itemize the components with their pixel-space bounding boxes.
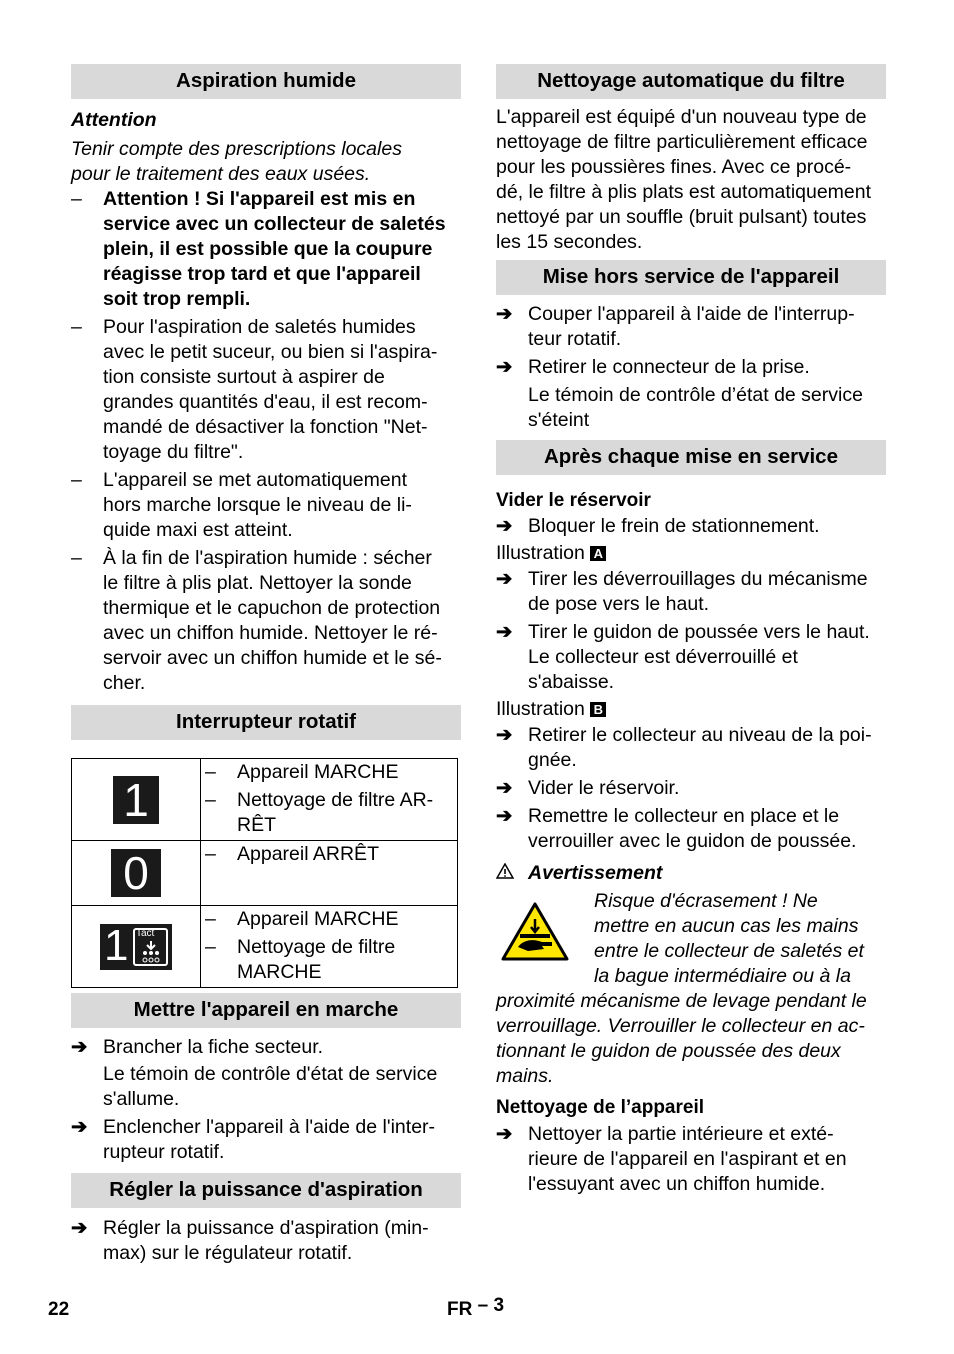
wet-list	[71, 187, 461, 696]
warning-text: Risque d'écrasement ! Ne mettre en aucun cas les mains entre le collecteur de saletés et la bague intermédiaire ou à la	[594, 890, 864, 987]
switch-symbol-cell	[72, 759, 201, 841]
footer-language: FR – 3	[447, 1295, 505, 1320]
switch-symbol-cell	[72, 841, 201, 906]
arrow-right-icon: ➔	[496, 777, 513, 799]
arrow-right-icon: ➔	[496, 805, 513, 827]
subheading-clean: Nettoyage de l’appareil	[496, 1097, 705, 1118]
switch-off-icon: 0	[111, 849, 161, 897]
warning-block	[496, 861, 886, 1089]
list-item: ➔ Bloquer le frein de stationnement.	[496, 515, 820, 537]
arrow-right-icon: ➔	[71, 1217, 88, 1239]
warning-triangle-icon	[496, 861, 528, 886]
section-header-auto: Nettoyage automatique du filtre	[496, 64, 886, 99]
illustration-b-badge: B	[590, 702, 606, 717]
table-row	[72, 841, 458, 906]
list-item: ➔ Nettoyer la partie intérieure et exté- rieure de l'appareil en l'aspirant et en l'essuyant avec un chiffon humide.	[496, 1123, 847, 1195]
warning-heading: Avertissement	[496, 861, 886, 886]
list-item: ➔ Couper l'appareil à l'aide de l'interrup- teur rotatif.	[496, 303, 855, 350]
switch-table	[71, 758, 458, 988]
table-row	[72, 906, 458, 988]
arrow-right-icon: ➔	[496, 1123, 513, 1145]
section-header-on: Mettre l'appareil en marche	[71, 993, 461, 1028]
arrow-right-icon: ➔	[496, 356, 513, 378]
list-item: – Nettoyage de filtre MARCHE	[205, 935, 453, 985]
note-text: Le témoin de contrôle d’état de service s'éteint	[528, 384, 863, 431]
section-header-power: Régler la puissance d'aspiration	[71, 1173, 461, 1208]
list-item: ➔ Régler la puissance d'aspiration (min- max) sur le régulateur rotatif.	[71, 1217, 429, 1264]
section-header-wet: Aspiration humide	[71, 64, 461, 99]
list-item: ➔ Tirer le guidon de poussée vers le haut. Le collecteur est déverrouillé et s'abaisse.	[496, 621, 870, 693]
list-item: – L'appareil se met automatiquement hors marche lorsque le niveau de li- quide maxi est atteint.	[71, 468, 461, 543]
list-item: – Appareil ARRÊT	[205, 842, 453, 867]
list-item: – À la fin de l'aspiration humide : sécher le filtre à plis plat. Nettoyer la sonde thermique et le capuchon de protection avec un chiffon humide. Nettoyer le ré- servoir avec un chiffon humide et le sé- cher.	[71, 546, 461, 696]
illustration-ref-a: Illustration A	[496, 541, 886, 566]
list-item: – Attention ! Si l'appareil est mis en service avec un collecteur de saletés plein, il est possible que la coupure réagisse trop tard et que l'appareil soit trop rempli.	[71, 187, 461, 312]
arrow-right-icon: ➔	[496, 515, 513, 537]
switch-on-icon: 1	[113, 776, 159, 824]
list-item: ➔ Retirer le collecteur au niveau de la poi- gnée.	[496, 724, 872, 771]
illustration-a-badge: A	[590, 546, 606, 561]
section-header-off: Mise hors service de l'appareil	[496, 260, 886, 295]
attention-label: Attention	[71, 109, 157, 131]
list-item: – Pour l'aspiration de saletés humides avec le petit suceur, ou bien si l'aspira- tion consiste surtout à aspirer de grandes quantités d'eau, il est recom- mandé de désactiver la fonction "Net- toyage du filtre".	[71, 315, 461, 465]
switch-on-tact-icon: 1 Tact	[100, 924, 172, 970]
arrow-right-icon: ➔	[71, 1036, 88, 1058]
subheading-empty: Vider le réservoir	[496, 490, 651, 511]
list-item: ➔ Retirer le connecteur de la prise.	[496, 356, 810, 378]
section-header-switch: Interrupteur rotatif	[71, 705, 461, 740]
arrow-right-icon: ➔	[496, 724, 513, 746]
list-item: ➔ Tirer les déverrouillages du mécanisme de pose vers le haut.	[496, 568, 868, 615]
section-header-after: Après chaque mise en service	[496, 440, 886, 475]
arrow-right-icon: ➔	[496, 568, 513, 590]
right-column	[496, 64, 886, 1197]
table-row	[72, 759, 458, 841]
list-item: ➔ Remettre le collecteur en place et le verrouiller avec le guidon de poussée.	[496, 805, 857, 852]
list-item: – Appareil MARCHE	[205, 907, 453, 932]
warning-text-continued: proximité mécanisme de levage pendant le verrouillage. Verrouiller le collecteur en ac- tionnant le guidon de poussée des deux mains.	[496, 990, 867, 1087]
page-number: 22	[48, 1299, 70, 1320]
list-item: ➔ Brancher la fiche secteur.	[71, 1036, 324, 1058]
auto-text: L'appareil est équipé d'un nouveau type de nettoyage de filtre particulièrement efficace pour les poussières fines. Avec ce procé- dé, le filtre à plis plats est automatiquement nettoyé par un souffle (bruit pulsant) toutes les 15 secondes.	[496, 106, 872, 253]
arrow-right-icon: ➔	[496, 621, 513, 643]
list-item: – Appareil MARCHE	[205, 760, 453, 785]
list-item: – Nettoyage de filtre AR- RÊT	[205, 788, 453, 838]
note-text: Le témoin de contrôle d'état de service s'allume.	[103, 1063, 438, 1110]
list-item: ➔ Vider le réservoir.	[496, 777, 680, 799]
hand-crush-warning-icon	[500, 901, 570, 963]
arrow-right-icon: ➔	[71, 1116, 88, 1138]
illustration-ref-b: Illustration B	[496, 697, 886, 722]
arrow-right-icon: ➔	[496, 303, 513, 325]
switch-symbol-cell	[72, 906, 201, 988]
list-item: ➔ Enclencher l'appareil à l'aide de l'inter- rupteur rotatif.	[71, 1116, 436, 1163]
attention-text: Tenir compte des prescriptions locales pour le traitement des eaux usées.	[71, 138, 402, 185]
left-column	[71, 64, 461, 1266]
